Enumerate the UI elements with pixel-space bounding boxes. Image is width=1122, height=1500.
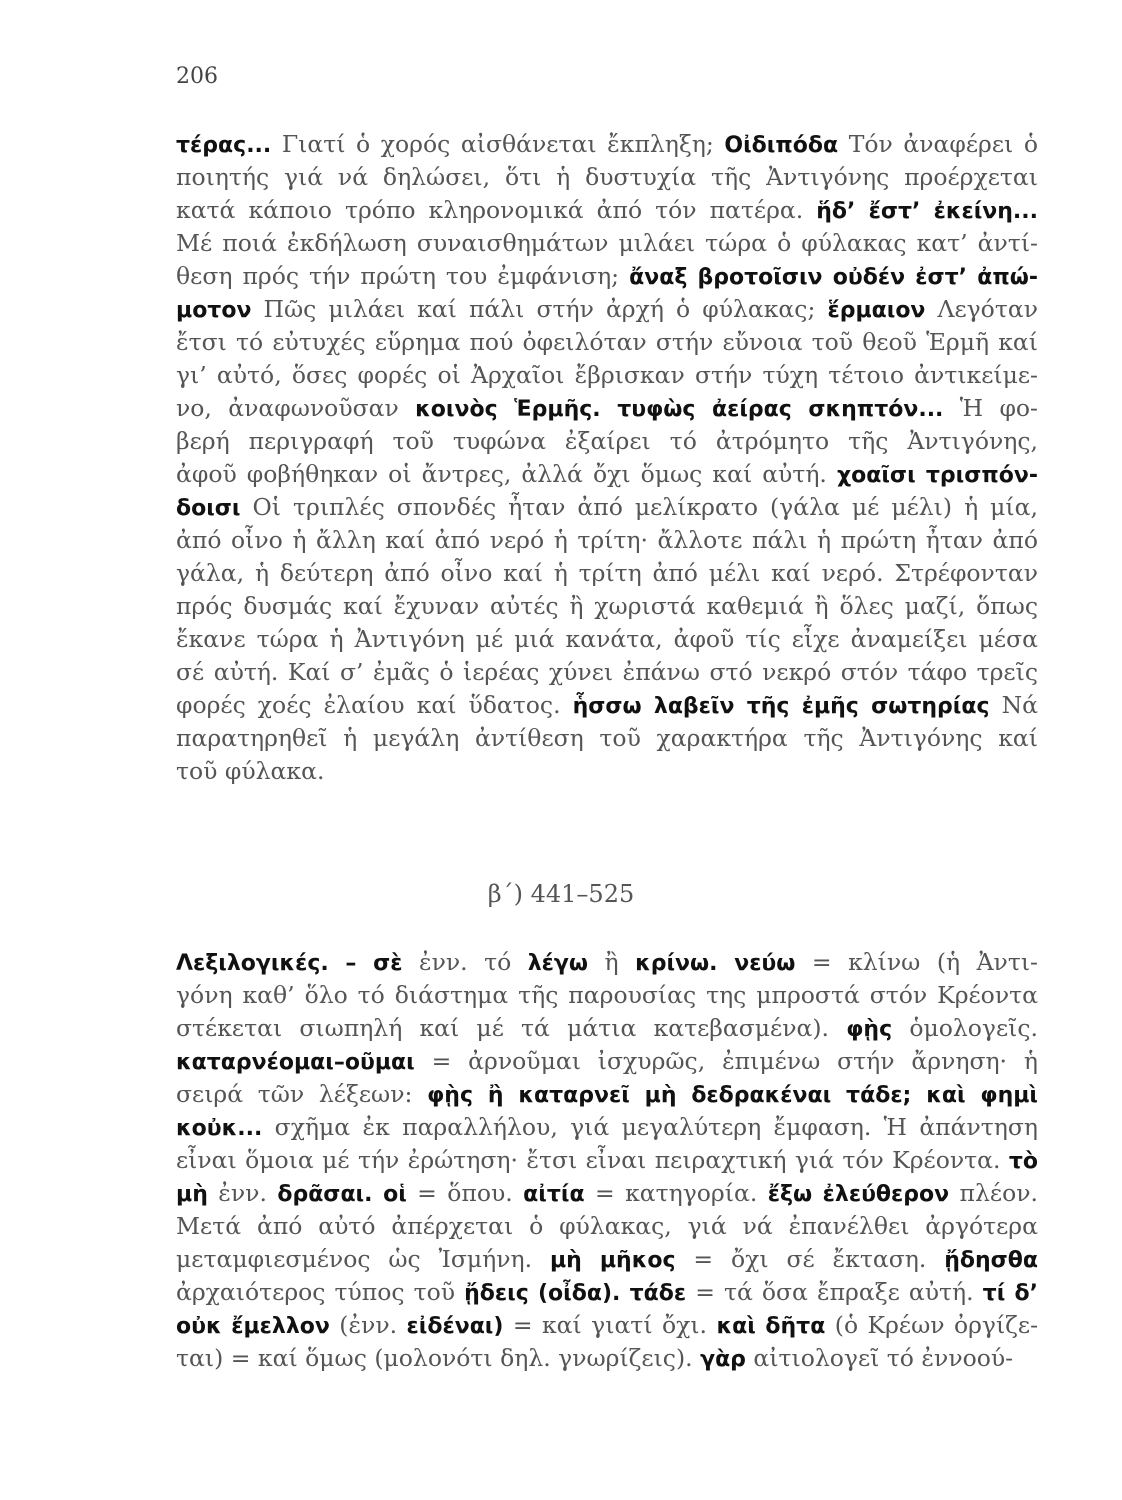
text-line xyxy=(176,260,1038,293)
text-run: ἔκανε τώρα ἡ Ἀντιγόνη μέ μιά κανάτα, ἀφοῦ τίς εἶχε ἀναμείξει μέσα xyxy=(176,625,1038,653)
lemma-term: κρίνω. νεύω xyxy=(635,951,796,976)
text-run: (ὁ Κρέων ὀργίζε- xyxy=(825,1311,1039,1339)
lemma-term: ἔξω ἐλεύθερον xyxy=(767,1182,950,1207)
text-run: ται) = καί ὅμως (μολονότι δηλ. γνωρίζεις). xyxy=(176,1344,701,1372)
lemma-term: δοισι xyxy=(176,496,241,521)
text-line xyxy=(176,1177,1038,1210)
text-run: = ἀρνοῦμαι ἰσχυρῶς, ἐπιμένω στήν ἄρνηση· ἡ xyxy=(414,1047,1038,1075)
text-run: θεση πρός τήν πρώτη του ἐμφάνιση; xyxy=(176,262,630,290)
text-line xyxy=(176,623,1038,656)
text-run: νο, ἀναφωνοῦσαν xyxy=(176,394,416,422)
text-run: πλέον. xyxy=(949,1179,1038,1207)
text-run: γόνη καθ’ ὅλο τό διάστημα τῆς παρουσίας της μπροστά στόν Κρέοντα xyxy=(176,981,1038,1009)
lemma-term: εἰδέναι) xyxy=(406,1314,504,1339)
text-line xyxy=(176,656,1038,689)
text-run: Πῶς μιλάει καί πάλι στήν ἀρχή ὁ φύλακας; xyxy=(251,295,828,323)
text-line xyxy=(176,326,1038,359)
text-run: αἰτιολογεῖ τό ἐννοού- xyxy=(745,1344,1014,1372)
lemma-term: μὴ μῆκος xyxy=(549,1248,676,1273)
page-number: 206 xyxy=(176,64,218,89)
text-run: πρός δυσμάς καί ἔχυναν αὐτές ἢ χωριστά καθεμιά ἢ ὅλες μαζί, ὅπως xyxy=(176,592,1038,620)
text-run: (ἐνν. xyxy=(329,1311,407,1339)
lemma-term: ᾔδησθα xyxy=(944,1248,1038,1273)
lemma-term: φῂς xyxy=(846,1017,893,1042)
text-run: βερή περιγραφή τοῦ τυφώνα ἐξαίρει τό ἀτρόμητο τῆς Ἀντιγόνης, xyxy=(176,427,1038,455)
lemma-term: ἕρμαιον xyxy=(827,298,926,323)
text-run: = καί γιατί ὄχι. xyxy=(503,1311,717,1339)
text-run: Οἱ τριπλές σπονδές ἦταν ἀπό μελίκρατο (γάλα μέ μέλι) ἡ μία, xyxy=(240,493,1038,521)
text-line xyxy=(176,524,1038,557)
lemma-term: δρᾶσαι. οἱ xyxy=(277,1182,407,1207)
text-run: = τά ὅσα ἔπραξε αὐτή. xyxy=(686,1278,983,1306)
text-line xyxy=(176,392,1038,425)
text-line xyxy=(176,1243,1038,1276)
text-run: σέ αὐτή. Καί σ’ ἐμᾶς ὁ ἱερέας χύνει ἐπάνω στό νεκρό στόν τάφο τρεῖς xyxy=(176,658,1038,686)
text-line xyxy=(176,979,1038,1012)
text-line xyxy=(176,458,1038,491)
lemma-term: λέγω xyxy=(527,951,589,976)
lemma-term: αἰτία xyxy=(523,1182,585,1207)
vocabulary-block xyxy=(176,946,1038,1375)
text-run: ἀρχαιότερος τύπος τοῦ xyxy=(176,1278,465,1306)
text-run: ἀφοῦ φοβήθηκαν οἱ ἄντρες, ἀλλά ὄχι ὅμως καί αὐτή. xyxy=(176,460,837,488)
lemma-term: κοὐκ... xyxy=(176,1116,263,1141)
lemma-term: Λεξιλογικές. – σὲ xyxy=(176,951,403,976)
lemma-term: ἄναξ βροτοῖσιν οὐδέν ἐστ’ ἀπώ- xyxy=(629,265,1038,290)
text-line xyxy=(176,1045,1038,1078)
text-run: Λεγόταν xyxy=(925,295,1038,323)
text-run: στέκεται σιωπηλή καί μέ τά μάτια κατεβασμένα). xyxy=(176,1014,847,1042)
text-run: = κατηγορία. xyxy=(584,1179,768,1207)
text-line xyxy=(176,946,1038,979)
text-line xyxy=(176,557,1038,590)
text-run: κατά κάποιο τρόπο κληρονομικά ἀπό τόν πατέρα. xyxy=(176,196,817,224)
text-line xyxy=(176,722,1038,755)
lemma-term: μὴ xyxy=(176,1182,208,1207)
text-run: τοῦ φύλακα. xyxy=(176,757,325,785)
text-line xyxy=(176,227,1038,260)
text-line xyxy=(176,161,1038,194)
commentary-block xyxy=(176,128,1038,788)
text-run: φορές χοές ἐλαίου καί ὕδατος. xyxy=(176,691,573,719)
text-run: = ὄχι σέ ἔκταση. xyxy=(675,1245,945,1273)
text-line xyxy=(176,293,1038,326)
text-line xyxy=(176,1111,1038,1144)
text-line xyxy=(176,491,1038,524)
text-run: παρατηρηθεῖ ἡ μεγάλη ἀντίθεση τοῦ χαρακτήρα τῆς Ἀντιγόνης καί xyxy=(176,724,1038,752)
text-run: εἶναι ὅμοια μέ τήν ἐρώτηση· ἔτσι εἶναι πειραχτική γιά τόν Κρέοντα. xyxy=(176,1146,1009,1174)
text-line xyxy=(176,1078,1038,1111)
text-line xyxy=(176,1276,1038,1309)
lemma-term: χοαῖσι τρισπόν- xyxy=(836,463,1038,488)
text-run: γι’ αὐτό, ὅσες φορές οἱ Ἀρχαῖοι ἔβρισκαν στήν τύχη τέτοιο ἀντικείμε- xyxy=(176,361,1038,389)
lemma-term: καὶ δῆτα xyxy=(716,1314,826,1339)
text-line xyxy=(176,1144,1038,1177)
text-line xyxy=(176,689,1038,722)
text-line xyxy=(176,425,1038,458)
lemma-term: οὐκ ἔμελλον xyxy=(176,1314,330,1339)
section-heading: β΄) 441–525 xyxy=(487,880,635,908)
text-line xyxy=(176,359,1038,392)
text-line xyxy=(176,590,1038,623)
lemma-term: τὸ xyxy=(1008,1149,1038,1174)
lemma-term: φῂς ἢ καταρνεῖ μὴ δεδρακέναι τάδε; καὶ φημὶ xyxy=(427,1083,1038,1108)
lemma-term: ἥδ’ ἔστ’ ἐκείνη... xyxy=(816,199,1038,224)
lemma-term: κοινὸς Ἑρμῆς. τυφὼς ἀείρας σκηπτόν... xyxy=(415,397,944,422)
text-line xyxy=(176,194,1038,227)
text-run: ποιητής γιά νά δηλώσει, ὅτι ἡ δυστυχία τῆς Ἀντιγόνης προέρχεται xyxy=(176,163,1038,191)
text-run: Μέ ποιά ἐκδήλωση συναισθημάτων μιλάει τώρα ὁ φύλακας κατ’ ἀντί- xyxy=(176,229,1038,257)
text-line xyxy=(176,1309,1038,1342)
text-run: Νά xyxy=(989,691,1038,719)
text-run: ἀπό οἶνο ἡ ἄλλη καί ἀπό νερό ἡ τρίτη· ἄλλοτε πάλι ἡ πρώτη ἦταν ἀπό xyxy=(176,526,1038,554)
text-run: μεταμφιεσμένος ὡς Ἰσμήνη. xyxy=(176,1245,550,1273)
text-run: ἐνν. xyxy=(207,1179,278,1207)
text-run: σειρά τῶν λέξεων: xyxy=(176,1080,428,1108)
lemma-term: τέρας... xyxy=(176,133,272,158)
text-line xyxy=(176,1210,1038,1243)
text-line xyxy=(176,1012,1038,1045)
lemma-term: ἧσσω λαβεῖν τῆς ἐμῆς σωτηρίας xyxy=(572,694,990,719)
text-run: ἐνν. τό xyxy=(402,948,528,976)
lemma-term: τί δ’ xyxy=(982,1281,1039,1306)
lemma-term: Οἰδιπόδα xyxy=(724,133,839,158)
text-run: γάλα, ἡ δεύτερη ἀπό οἶνο καί ἡ τρίτη ἀπό μέλι καί νερό. Στρέφονταν xyxy=(176,559,1038,587)
text-run: σχῆμα ἐκ παραλλήλου, γιά μεγαλύτερη ἔμφαση. Ἡ ἀπάντηση xyxy=(262,1113,1038,1141)
lemma-term: γὰρ xyxy=(700,1347,746,1372)
lemma-term: ᾔδεις (οἶδα). τάδε xyxy=(464,1281,687,1306)
text-line xyxy=(176,755,1038,788)
text-run: Γιατί ὁ χορός αἰσθάνεται ἔκπληξη; xyxy=(271,130,725,158)
text-run: Μετά ἀπό αὐτό ἀπέρχεται ὁ φύλακας, γιά νά ἐπανέλθει ἀργότερα xyxy=(176,1212,1038,1240)
text-run: Ἡ φο- xyxy=(943,394,1038,422)
text-line xyxy=(176,1342,1038,1375)
text-run: = κλίνω (ἡ Ἀντι- xyxy=(795,948,1038,976)
text-run: ὁμολογεῖς. xyxy=(892,1014,1038,1042)
text-run: = ὅπου. xyxy=(406,1179,524,1207)
text-run: ἢ xyxy=(588,948,636,976)
text-run: Τόν ἀναφέρει ὁ xyxy=(838,130,1038,158)
text-line xyxy=(176,128,1038,161)
lemma-term: μοτον xyxy=(176,298,252,323)
text-run: ἔτσι τό εὐτυχές εὕρημα πού ὀφειλόταν στήν εὔνοια τοῦ θεοῦ Ἑρμῆ καί xyxy=(176,328,1038,356)
lemma-term: καταρνέομαι–οῦμαι xyxy=(176,1050,415,1075)
